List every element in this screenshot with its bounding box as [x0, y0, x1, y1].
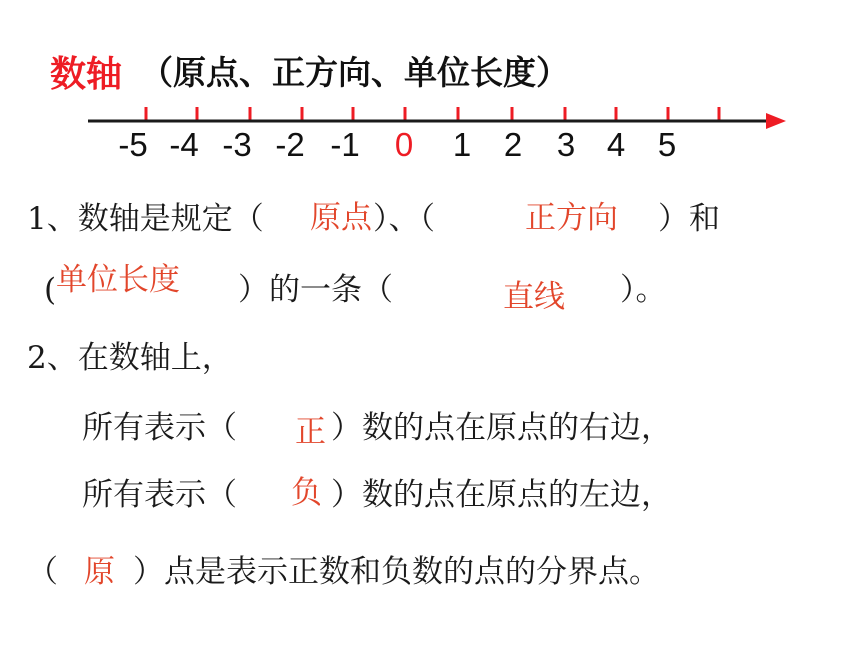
axis-tick-label: 5	[657, 126, 677, 163]
s1-answer-direction: 正方向	[525, 200, 618, 236]
heading-subtitle: （原点、正方向、单位长度）	[140, 53, 569, 92]
s1-mid3: ）的一条（	[238, 272, 393, 308]
s1-mid2: ）和	[658, 201, 720, 237]
axis-tick-label: 3	[556, 126, 576, 163]
axis-tick-label: -4	[169, 126, 199, 163]
axis-tick-label: 4	[606, 126, 626, 163]
s2-line1-suffix: ）数的点在原点的右边，	[331, 410, 672, 446]
axis-tick-label: -2	[275, 126, 305, 163]
axis-tick-label: -3	[222, 126, 252, 163]
s1-prefix: 1、数轴是规定（	[27, 201, 264, 237]
s2-answer-positive: 正	[295, 414, 326, 450]
s2-line2-suffix: ）数的点在原点的左边，	[331, 477, 672, 513]
s1-open-paren: (	[44, 272, 57, 308]
axis-ticks	[146, 107, 719, 121]
axis-tick-label: -5	[118, 126, 148, 163]
s2-line2-prefix: 所有表示（	[82, 477, 237, 513]
s1-end: ）。	[620, 272, 667, 308]
s2-line1-prefix: 所有表示（	[82, 410, 237, 446]
heading-title: 数轴	[50, 54, 123, 95]
s2-answer-origin: 原	[84, 554, 115, 590]
axis-tick-label: 0	[394, 126, 414, 163]
s2-intro: 2、在数轴上，	[27, 340, 233, 376]
axis-arrow-icon	[766, 113, 786, 129]
s1-answer-line: 直线	[503, 279, 565, 315]
s1-answer-origin: 原点	[310, 200, 372, 236]
axis-tick-label: -1	[330, 126, 360, 163]
s2-line3-open: （	[27, 554, 58, 590]
axis-tick-label: 1	[452, 126, 472, 163]
axis-tick-label: 2	[503, 126, 523, 163]
s2-answer-negative: 负	[291, 475, 322, 511]
s1-answer-unit-length: 单位长度	[56, 262, 180, 298]
s2-line3-suffix: ）点是表示正数和负数的点的分界点。	[133, 554, 660, 590]
s1-mid1: ）、（	[373, 201, 435, 237]
